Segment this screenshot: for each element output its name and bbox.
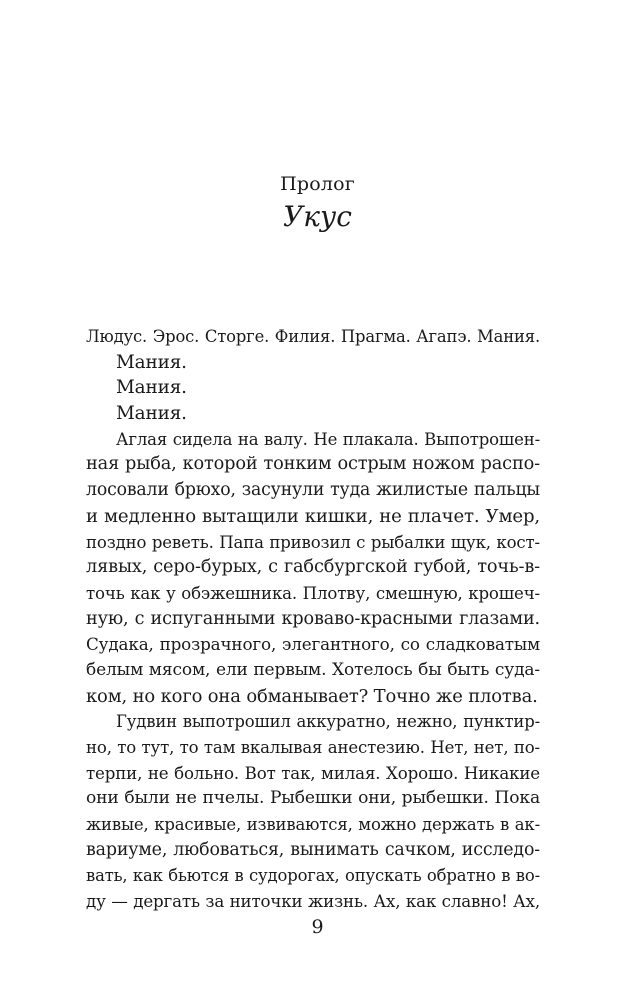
text-line: они были не пчелы. Рыбешки они, рыбешки. Пока bbox=[86, 788, 540, 809]
text-line: ная рыба, которой тонким острым ножом распо- bbox=[86, 454, 540, 475]
text-line: ду — дергать за ниточки жизнь. Ах, как славно! Ах, bbox=[86, 892, 540, 912]
text-line: и медленно вытащили кишки, не плачет. Умер, bbox=[86, 505, 540, 527]
text-line: ную, с испуганными кроваво-красными глазами. bbox=[86, 608, 540, 629]
text-line: лявых, серо-бурых, с габсбургской губой, точь-в- bbox=[86, 557, 540, 578]
chapter-label: Пролог bbox=[280, 173, 355, 195]
text-line: терпи, не больно. Вот так, милая. Хорошо. Никакие bbox=[86, 763, 540, 783]
text-line: живые, красивые, извиваются, можно держать в ак- bbox=[86, 815, 540, 835]
text-line: поздно реветь. Папа привозил с рыбалки щук, кост- bbox=[86, 532, 540, 552]
text-line: Мания. bbox=[116, 403, 187, 425]
text-line: Аглая сидела на валу. Не плакала. Выпотрошен- bbox=[116, 429, 540, 449]
body-text bbox=[86, 324, 540, 915]
page-number: 9 bbox=[311, 916, 324, 938]
text-line: лосовали брюхо, засунули туда жилистые пальцы bbox=[86, 480, 540, 501]
text-line: вать, как бьются в судорогах, опускать обратно в во- bbox=[86, 866, 540, 886]
text-line: Судака, прозрачного, элегантного, со сладковатым bbox=[86, 634, 540, 655]
text-line: Мания. bbox=[116, 351, 187, 373]
chapter-title: Укус bbox=[283, 200, 352, 233]
text-line: белым мясом, ели первым. Хотелось бы быть суда- bbox=[86, 659, 540, 680]
text-line: вариуме, любоваться, вынимать сачком, исследо- bbox=[86, 839, 540, 860]
text-line: Людус. Эрос. Сторге. Филия. Прагма. Агапэ. Мания. bbox=[86, 327, 540, 346]
text-line: но, то тут, то там вкалывая анестезию. Нет, нет, по- bbox=[86, 738, 540, 757]
text-line: точь как у обэжешника. Плотву, смешную, крошеч- bbox=[86, 583, 540, 603]
text-line: ком, но кого она обманывает? Точно же плотва. bbox=[86, 685, 538, 707]
text-line: Мания. bbox=[116, 377, 187, 399]
text-line: Гудвин выпотрошил аккуратно, нежно, пунктир- bbox=[116, 712, 540, 732]
